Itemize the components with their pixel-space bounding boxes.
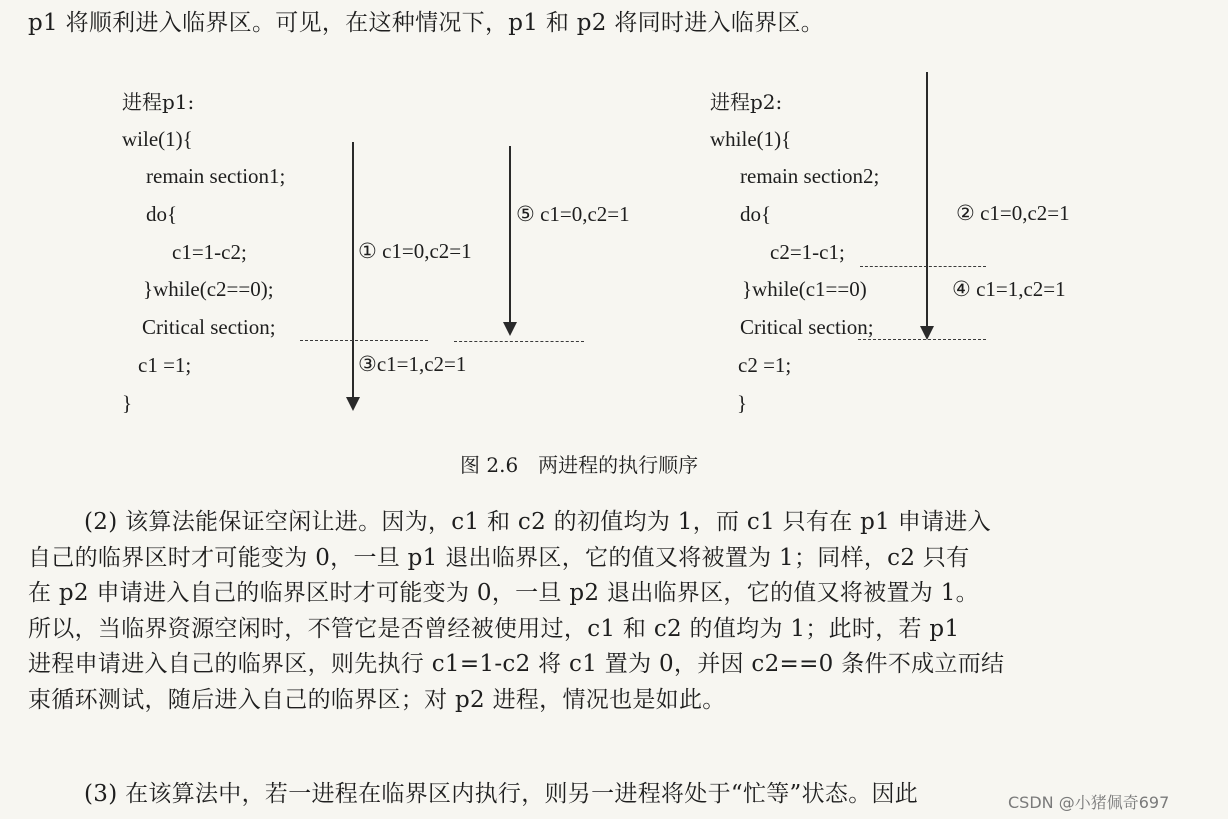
code-line: c2=1-c1; (770, 240, 845, 264)
arrow-down-icon (352, 142, 354, 399)
watermark: CSDN @小猪佩奇697 (1008, 793, 1170, 812)
code-line: c1=1-c2; (172, 240, 247, 264)
code-line: c1 =1; (138, 353, 192, 377)
arrow-down-icon (926, 72, 928, 328)
text-line: 在 p2 申请进入自己的临界区时才可能变为 0，一旦 p2 退出临界区，它的值又将被置为 1。 (28, 580, 979, 606)
code-line: c2 =1; (738, 353, 792, 377)
text-line: 束循环测试，随后进入自己的临界区；对 p2 进程，情况也是如此。 (28, 686, 726, 713)
critical-section-boundary (454, 341, 584, 342)
critical-section-boundary (300, 340, 428, 341)
text-line: 自己的临界区时才可能变为 0，一旦 p1 退出临界区，它的值又将被置为 1；同样，c2 只有 (28, 544, 970, 571)
code-line: wile(1){ (122, 127, 193, 151)
code-line: } (122, 391, 133, 415)
code-line: while(1){ (710, 127, 792, 151)
code-line: Critical section; (142, 315, 276, 339)
text-line: p1 将顺利进入临界区。可见，在这种情况下，p1 和 p2 将同时进入临界区。 (28, 10, 825, 36)
code-line: }while(c2==0); (143, 277, 274, 301)
arrow-down-icon (509, 146, 511, 324)
code-line: remain section1; (146, 164, 286, 188)
step-1-label: ① c1=0,c2=1 (358, 239, 472, 263)
step-2-label: ② c1=0,c2=1 (956, 201, 1070, 225)
code-line: }while(c1==0) (742, 277, 867, 301)
critical-section-boundary (858, 339, 986, 340)
top-paragraph (28, 6, 1198, 42)
paragraph-3 (84, 777, 1044, 813)
text-line: 进程申请进入自己的临界区，则先执行 c1=1-c2 将 c1 置为 0，并因 c2==0 条件不成立而结 (28, 651, 1005, 677)
figure-caption: 图 2.6 两进程的执行顺序 (460, 453, 699, 477)
step-4-label: ④ c1=1,c2=1 (952, 277, 1066, 301)
code-line: remain section2; (740, 164, 880, 188)
code-line: do{ (146, 202, 178, 226)
while-boundary (860, 266, 986, 267)
step-5-label: ⑤ c1=0,c2=1 (516, 202, 630, 226)
text-line: (2) 该算法能保证空闲让进。因为，c1 和 c2 的初值均为 1，而 c1 只有在 p1 申请进入 (84, 509, 991, 535)
process-p1-title: 进程p1: (122, 90, 195, 114)
text-line: 所以，当临界资源空闲时，不管它是否曾经被使用过，c1 和 c2 的值均为 1；此时，若 p1 (28, 615, 960, 642)
step-3-label: ③c1=1,c2=1 (358, 352, 467, 376)
code-line: do{ (740, 202, 772, 226)
process-p2-title: 进程p2: (710, 90, 783, 114)
code-line: Critical section; (740, 315, 874, 339)
text-line: (3) 在该算法中，若一进程在临界区内执行，则另一进程将处于“忙等”状态。因此 (84, 781, 919, 807)
paragraph-2 (28, 505, 1198, 718)
code-line: } (737, 391, 748, 415)
